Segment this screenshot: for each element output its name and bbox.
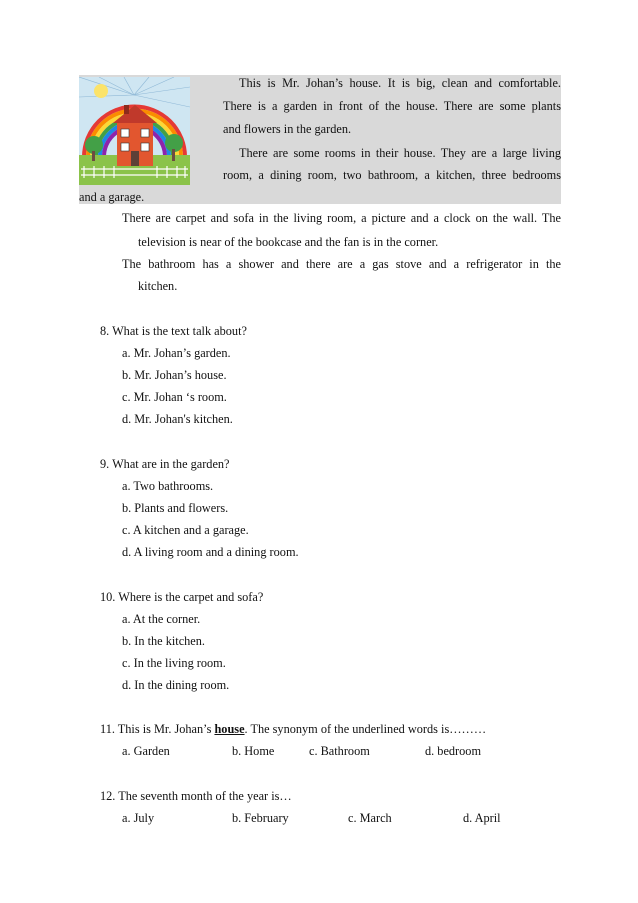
option-9b: b. Plants and flowers. xyxy=(122,501,229,515)
option-12d: d. April xyxy=(463,811,501,825)
passage-line: There is a garden in front of the house. There are some plants xyxy=(223,99,561,113)
option-11d: d. bedroom xyxy=(425,744,482,758)
option-11b: b. Home xyxy=(232,744,275,758)
option-10c: c. In the living room. xyxy=(122,656,226,670)
question-12: 12. The seventh month of the year is… xyxy=(100,789,292,803)
passage-line: kitchen. xyxy=(138,279,178,293)
option-10d: d. In the dining room. xyxy=(122,678,230,692)
question-11 xyxy=(100,721,486,737)
passage-line: This is Mr. Johan’s house. It is big, clean and comfortable. xyxy=(239,76,561,90)
passage-line: There are some rooms in their house. They are a large living xyxy=(239,146,561,160)
option-8a: a. Mr. Johan’s garden. xyxy=(122,346,231,360)
option-11a: a. Garden xyxy=(122,744,170,758)
question-11-text-before: 11. This is Mr. Johan’s xyxy=(100,722,215,736)
underlined-keyword: house xyxy=(214,722,245,736)
highlight-band xyxy=(79,184,561,204)
passage-line: television is near of the bookcase and the fan is in the corner. xyxy=(138,235,439,249)
option-10a: a. At the corner. xyxy=(122,612,201,626)
question-9: 9. What are in the garden? xyxy=(100,457,230,471)
house-illustration xyxy=(79,77,190,185)
question-11-text-after: . The synonym of the underlined words is……… xyxy=(244,722,487,736)
passage-line: There are carpet and sofa in the living room, a picture and a clock on the wall. The xyxy=(122,211,561,225)
option-9a: a. Two bathrooms. xyxy=(122,479,214,493)
question-8: 8. What is the text talk about? xyxy=(100,324,247,338)
option-12c: c. March xyxy=(348,811,392,825)
option-8b: b. Mr. Johan’s house. xyxy=(122,368,227,382)
passage-line: and a garage. xyxy=(79,190,145,204)
option-11c: c. Bathroom xyxy=(309,744,370,758)
option-9d: d. A living room and a dining room. xyxy=(122,545,299,559)
option-12a: a. July xyxy=(122,811,155,825)
option-12b: b. February xyxy=(232,811,289,825)
passage-line: The bathroom has a shower and there are a gas stove and a refrigerator in the xyxy=(122,257,561,271)
question-10: 10. Where is the carpet and sofa? xyxy=(100,590,264,604)
option-10b: b. In the kitchen. xyxy=(122,634,205,648)
passage-line: and flowers in the garden. xyxy=(223,122,352,136)
option-8d: d. Mr. Johan's kitchen. xyxy=(122,412,233,426)
option-8c: c. Mr. Johan ‘s room. xyxy=(122,390,227,404)
passage-line: room, a dining room, two bathroom, a kitchen, three bedrooms xyxy=(223,168,561,182)
option-9c: c. A kitchen and a garage. xyxy=(122,523,249,537)
